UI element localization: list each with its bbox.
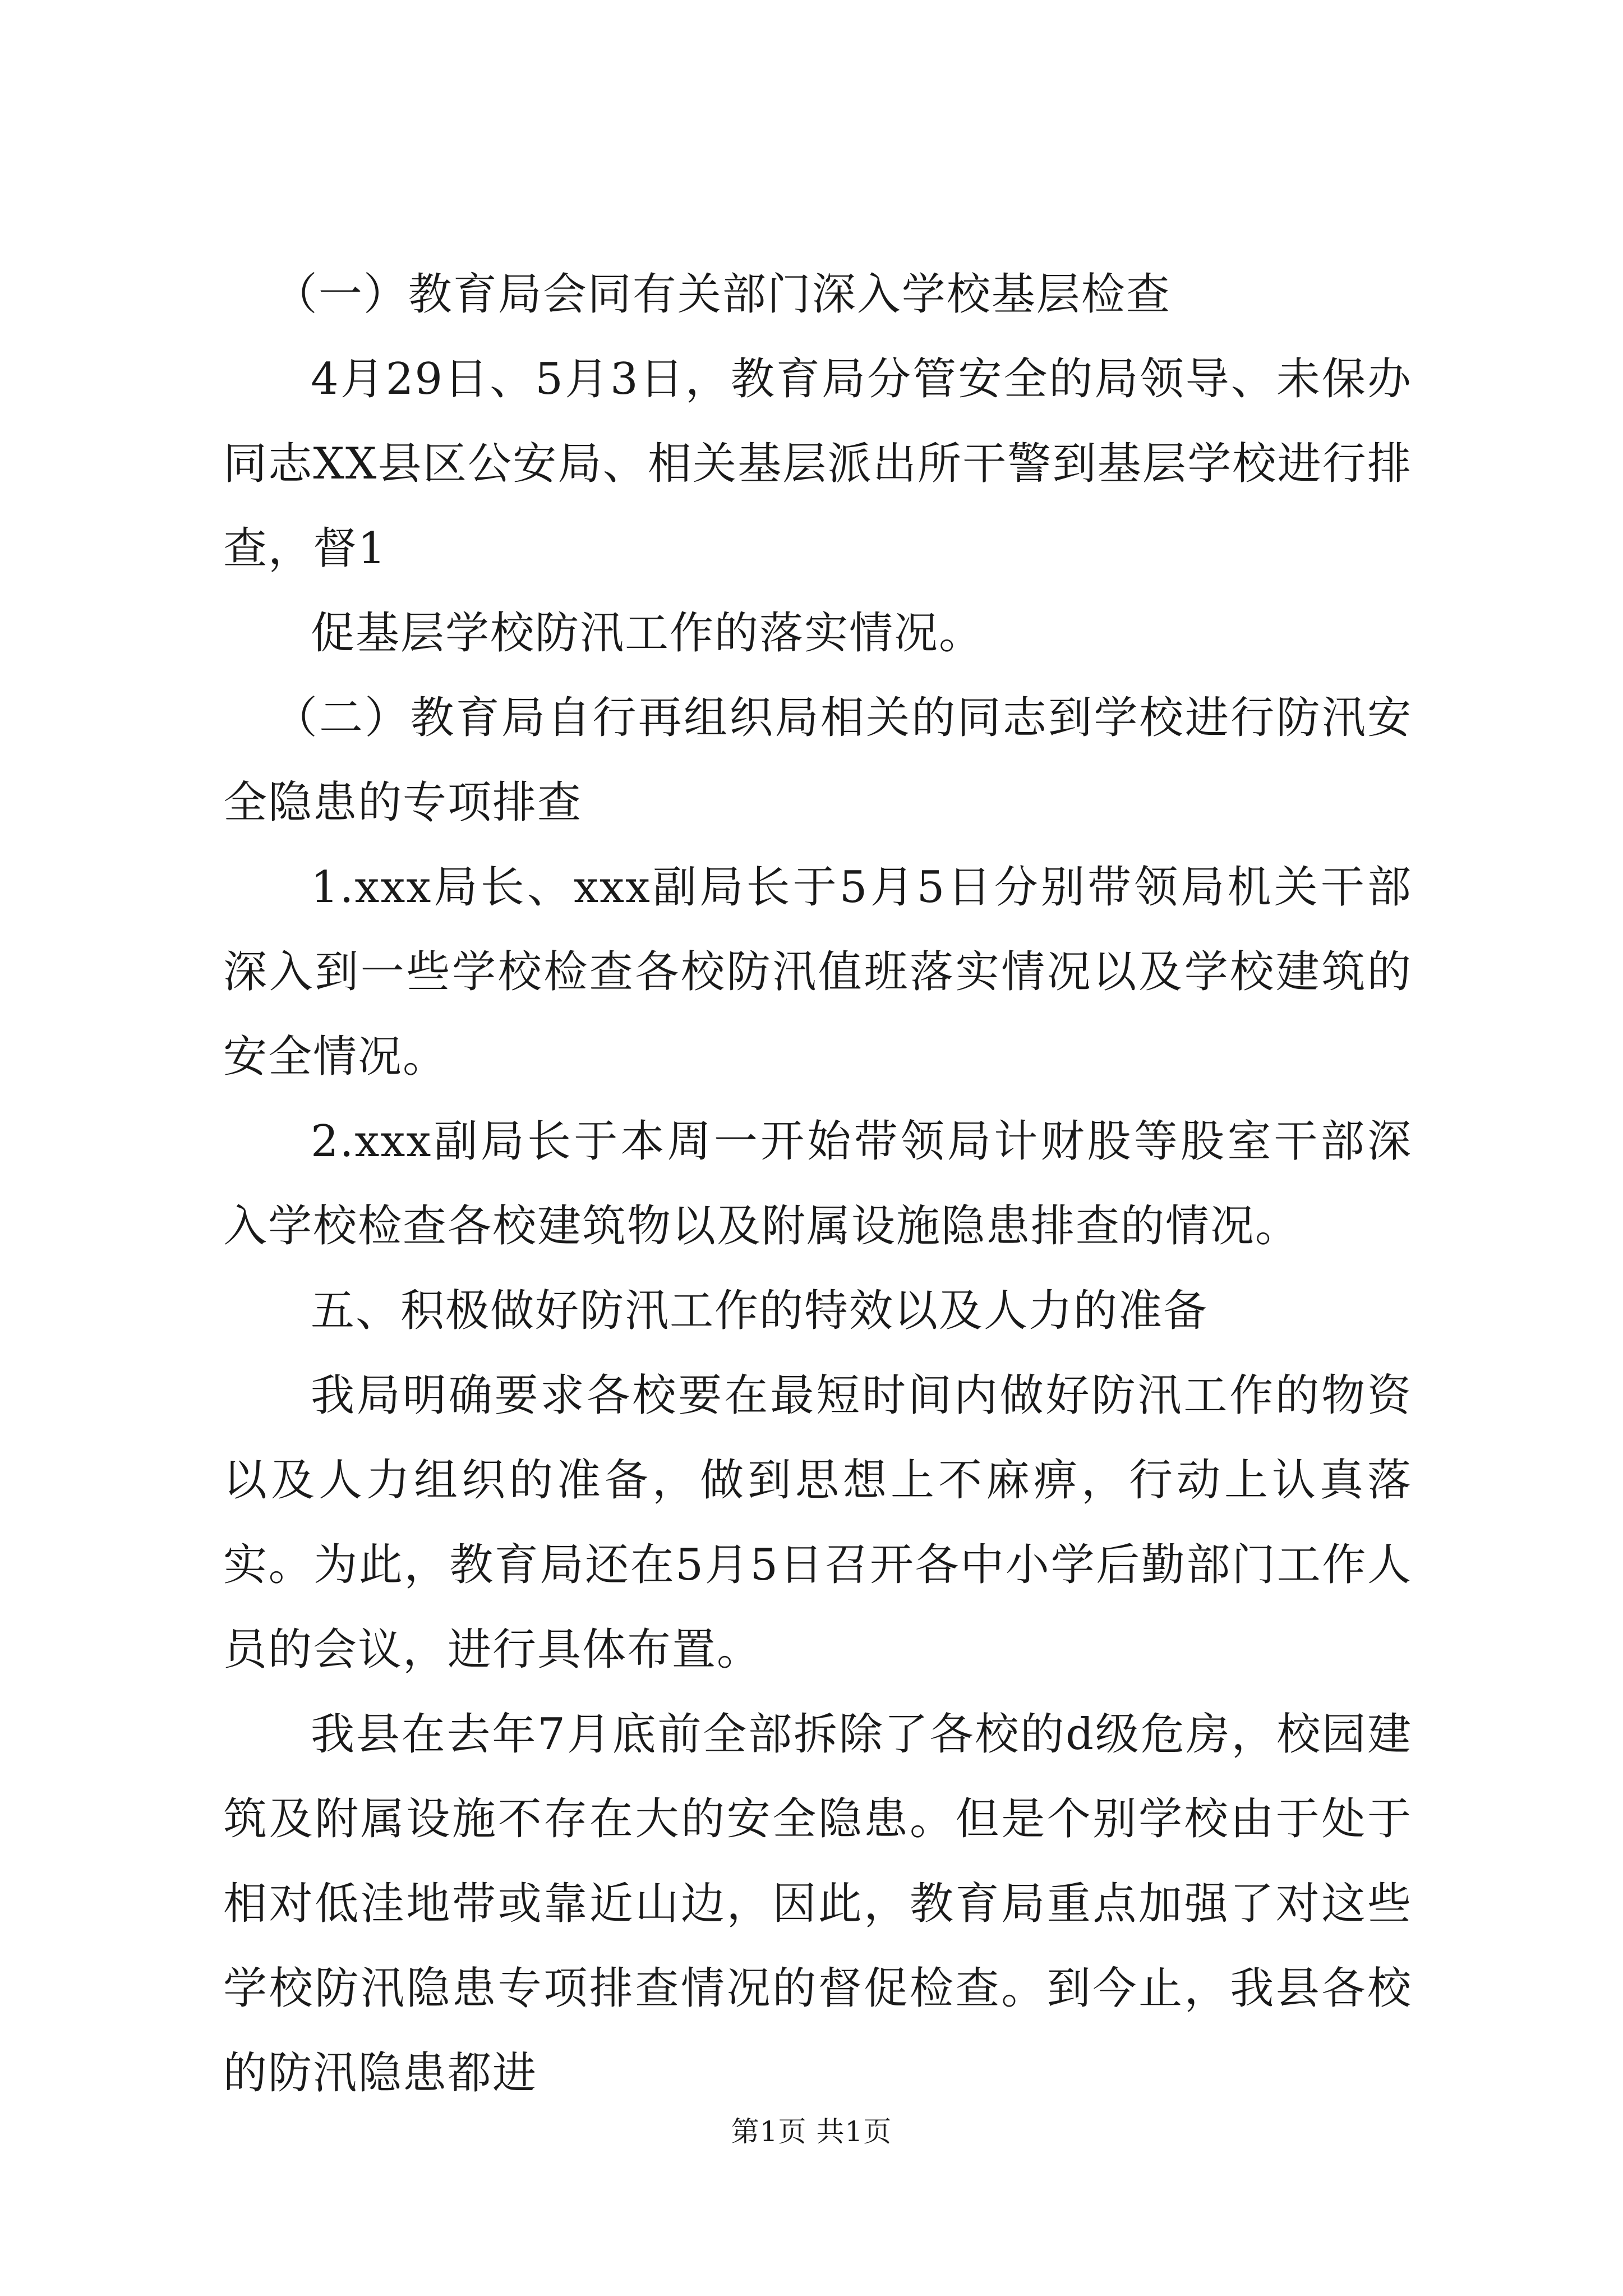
section-heading-one: （一）教育局会同有关部门深入学校基层检查: [273, 269, 1171, 320]
section-heading-five: 五、积极做好防汛工作的特效以及人力的准备: [311, 1286, 1209, 1336]
paragraph-preparation: 我局明确要求各校要在最短时间内做好防汛工作的物资以及人力组织的准备，做到思想上不麻痹，行动上认真落实。为此，教育局还在5月5日召开各中小学后勤部门工作人员的会议，进行具体布置。: [223, 1370, 1412, 1675]
document-body: [223, 252, 1412, 2116]
paragraph-supervision: 促基层学校防汛工作的落实情况。: [311, 608, 984, 659]
list-item-two: 2.xxx副局长于本周一开始带领局计财股等股室干部深入学校检查各校建筑物以及附属设施隐患排查的情况。: [223, 1116, 1412, 1251]
section-heading-two: （二）教育局自行再组织局相关的同志到学校进行防汛安全隐患的专项排查: [223, 693, 1412, 828]
paragraph-hazard-removal: 我县在去年7月底前全部拆除了各校的d级危房，校园建筑及附属设施不存在大的安全隐患。但是个别学校由于处于相对低洼地带或靠近山边，因此，教育局重点加强了对这些学校防汛隐患专项排查情况的督促检查。到今止，我县各校的防汛隐患都进: [223, 1709, 1412, 2099]
list-item-one: 1.xxx局长、xxx副局长于5月5日分别带领局机关干部深入到一些学校检查各校防汛值班落实情况以及学校建筑的安全情况。: [223, 862, 1412, 1082]
page-number-footer: 第1页 共1页: [731, 2115, 892, 2148]
paragraph-inspection-dates: 4月29日、5月3日，教育局分管安全的局领导、未保办同志XX县区公安局、相关基层派出所干警到基层学校进行排查，督1: [223, 354, 1412, 574]
